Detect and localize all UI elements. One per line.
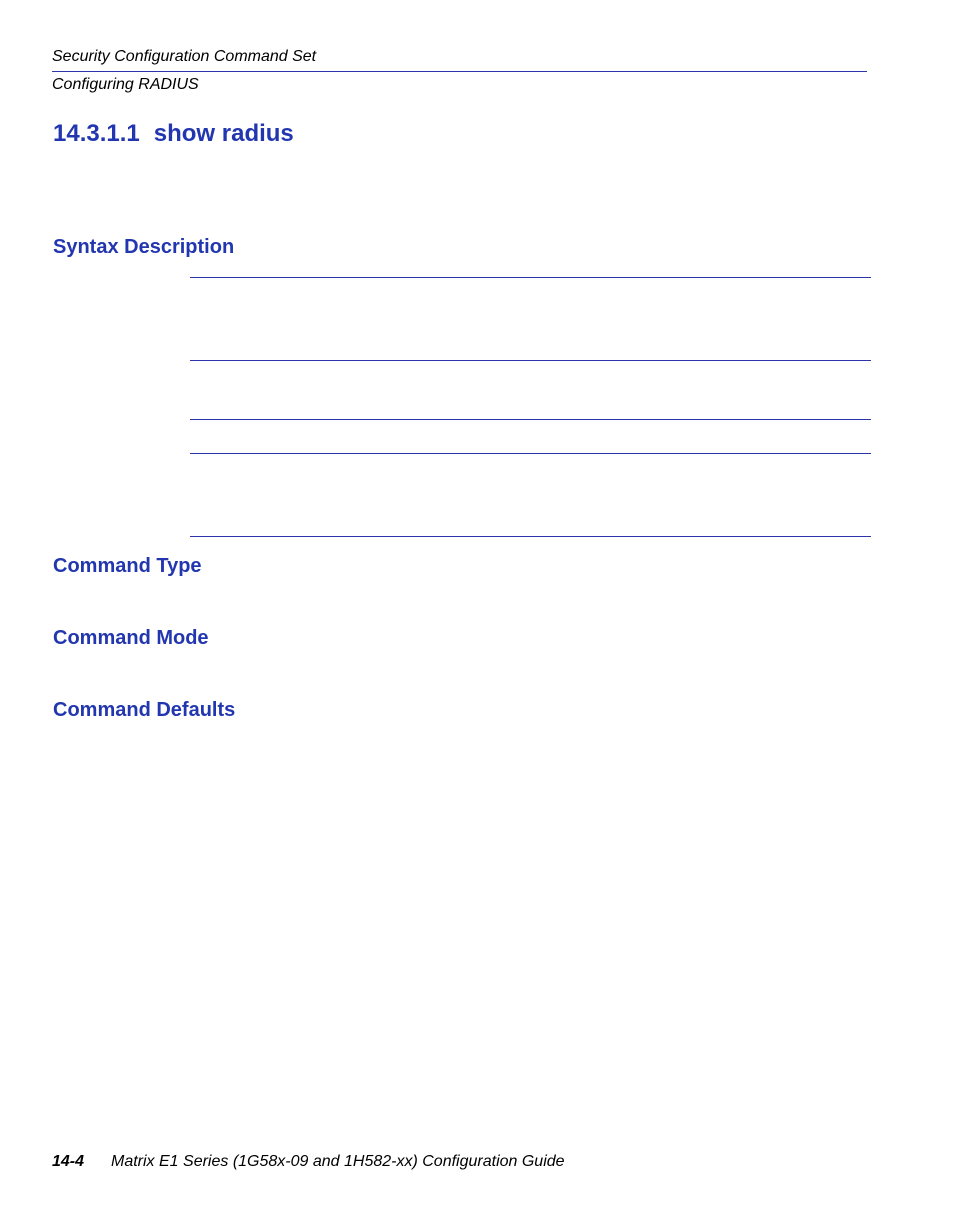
section-title [53,120,294,148]
section-title-text: show radius [153,120,294,147]
syntax-table-rule [190,453,871,454]
syntax-table-rule [190,536,871,537]
syntax-table-rule [190,360,871,361]
footer-page-number: 14-4 [52,1153,85,1170]
syntax-table-rule [190,419,871,420]
command-type-heading: Command Type [53,555,202,577]
syntax-table-rule [190,277,871,278]
section-number: 14.3.1.1 [53,120,140,147]
header-divider [52,71,867,72]
syntax-description-heading: Syntax Description [53,236,235,258]
command-defaults-heading: Command Defaults [53,699,236,721]
footer-guide-title: Matrix E1 Series (1G58x-09 and 1H582-xx) Configuration Guide [111,1153,565,1170]
running-header-section: Configuring RADIUS [52,76,199,93]
running-header-chapter: Security Configuration Command Set [52,48,317,65]
command-mode-heading: Command Mode [53,627,209,649]
